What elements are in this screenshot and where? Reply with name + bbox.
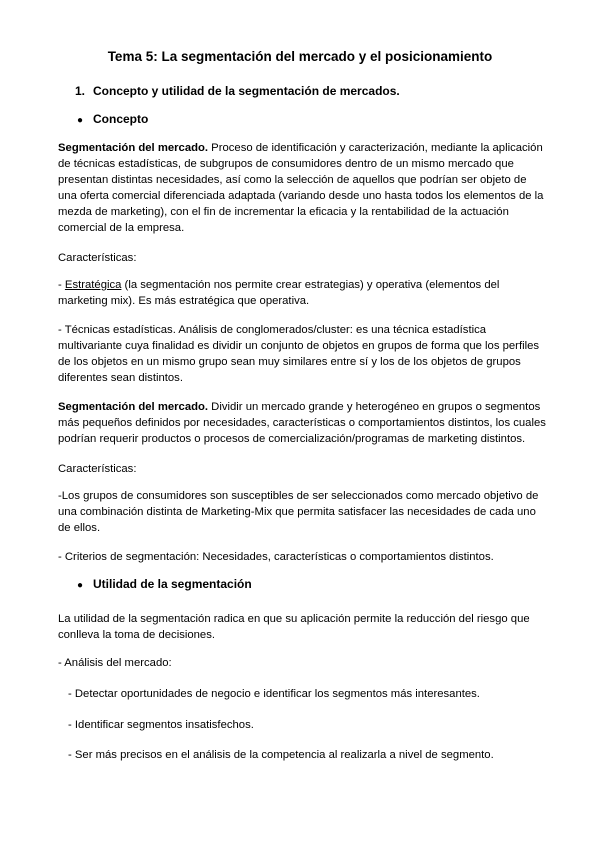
paragraph-estrategica xyxy=(58,277,548,309)
definition-paragraph-2 xyxy=(58,399,548,447)
dash-prefix: - xyxy=(58,279,65,291)
characteristics-label-1: Características: xyxy=(58,252,137,264)
list-item-insatisfechos: - Identificar segmentos insatisfechos. xyxy=(68,719,254,731)
list-item-competencia: - Ser más precisos en el análisis de la competencia al realizarla a nivel de segmento. xyxy=(68,749,494,761)
list-item-oportunidades: - Detectar oportunidades de negocio e identificar los segmentos más interesantes. xyxy=(68,688,480,700)
definition-paragraph-1 xyxy=(58,140,548,236)
characteristics-label-2: Características: xyxy=(58,463,137,475)
page-title: Tema 5: La segmentación del mercado y el posicionamiento xyxy=(107,49,493,64)
paragraph-text: (la segmentación nos permite crear estrategias) y operativa (elementos del marketing mix). Es más estratégica que operativa. xyxy=(58,279,500,307)
paragraph-criterios: - Criterios de segmentación: Necesidades, características o comportamientos distintos. xyxy=(58,551,494,563)
definition-term: Segmentación del mercado. xyxy=(58,401,209,413)
section-number: 1. xyxy=(75,84,86,98)
bullet-heading-concepto xyxy=(77,112,148,126)
underlined-term: Estratégica xyxy=(64,279,122,291)
bullet-icon: ● xyxy=(77,580,84,591)
section-label: Concepto y utilidad de la segmentación de mercados. xyxy=(93,84,400,98)
paragraph-grupos: -Los grupos de consumidores son susceptibles de ser seleccionados como mercado objetivo de una combinación distinta de Marketing-Mix que permita satisfacer las necesidades de cada uno de ellos. xyxy=(58,490,539,534)
section-heading-1 xyxy=(75,84,400,98)
paragraph-analisis: - Análisis del mercado: xyxy=(58,657,172,669)
definition-text: Proceso de identificación y caracterización, mediante la aplicación de técnicas estadísticas, de subgrupos de consumidores dentro de un mismo mercado que presentan distintas necesidades, así como la selección de aquellos que podrían ser objeto de una oferta comercial diferenciada adaptada (variando desde uno hasta todos los elementos de la mezda de marketing), con el fin de incrementar la eficacia y la rentabilidad de la actuación comercial de la empresa. xyxy=(58,142,544,234)
definition-term: Segmentación del mercado. xyxy=(58,142,209,154)
definition-text: Dividir un mercado grande y heterogéneo en grupos o segmentos más pequeños definidos por necesidades, características o comportamientos distintos, los cuales podrían requerir productos o procesos de comercialización/programas de marketing distintos. xyxy=(58,401,546,445)
bullet-label: Concepto xyxy=(93,112,149,126)
bullet-label: Utilidad de la segmentación xyxy=(93,577,252,591)
paragraph-tecnicas: - Técnicas estadísticas. Análisis de conglomerados/cluster: es una técnica estadística multivariante cuya finalidad es dividir un conjunto de objetos en grupos de forma que los perfiles de los objetos en un mismo grupo sean muy similares entre sí y los de los objetos de grupos diferentes sean distintos. xyxy=(58,324,540,384)
bullet-icon: ● xyxy=(77,115,84,126)
paragraph-utilidad: La utilidad de la segmentación radica en que su aplicación permite la reducción del riesgo que conlleva la toma de decisiones. xyxy=(58,613,530,641)
bullet-heading-utilidad xyxy=(77,577,252,591)
